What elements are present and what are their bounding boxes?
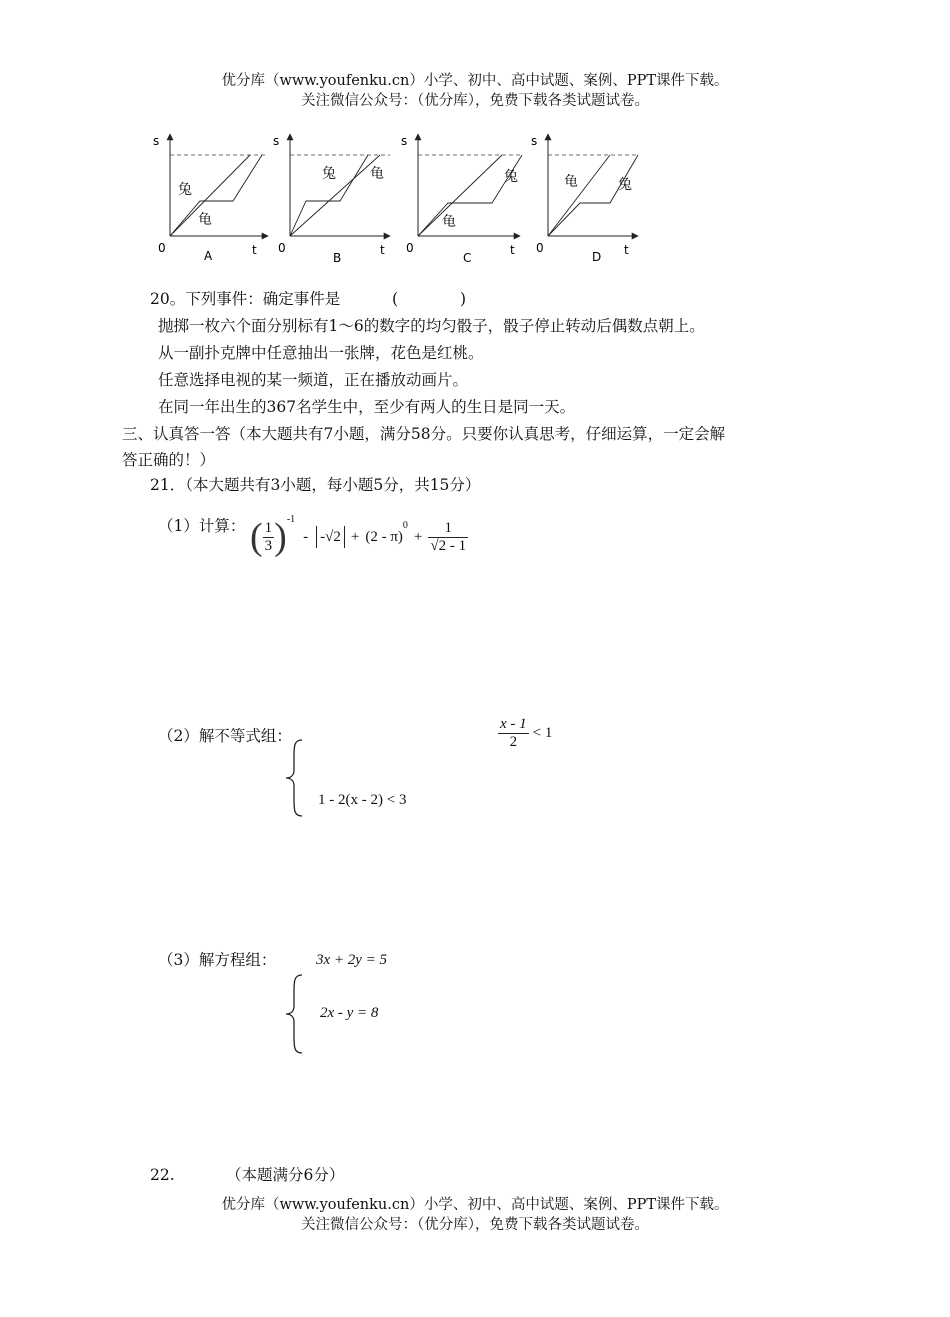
graph-c-turtle-label: 龟	[442, 214, 456, 230]
graph-d-origin: 0	[536, 241, 544, 255]
q21-part1-fraction-2	[428, 520, 468, 555]
graph-c-letter: C	[463, 251, 472, 265]
q20-answer-bracket: ( )	[392, 290, 467, 308]
q21-part1-paren: (2 - π)	[365, 528, 403, 545]
q20-option-3: 任意选择电视的某一频道，正在播放动画片。	[158, 371, 469, 389]
q21-part1-abs-value: -√2	[316, 526, 345, 548]
graph-d-axis-s: s	[531, 134, 538, 148]
graph-panel-c	[401, 134, 522, 265]
header-line-2: 关注微信公众号：（优分库），免费下载各类试题试卷。	[301, 93, 649, 109]
q21-part3-eq2: 2x - y = 8	[320, 1005, 379, 1021]
graph-a-turtle-label: 龟	[198, 212, 212, 228]
graph-b-axis-t: t	[380, 243, 385, 257]
graph-panel-b	[273, 134, 390, 265]
graph-b-rabbit-label: 兔	[322, 166, 336, 182]
q21-part1-expression: ( $\frac{1}{3}$ ) $^{-1}$ - -√2 + (2 - π) $^0$ + $\frac{1}{√2 - 1}$	[250, 514, 467, 558]
q21-part3-label: （3）解方程组：	[158, 951, 277, 969]
q21-part3-eq1: 3x + 2y = 5	[316, 952, 388, 968]
graph-panel-a	[153, 134, 268, 263]
graph-a-rabbit-label: 兔	[178, 182, 192, 198]
q20-option-2: 从一副扑克牌中任意抽出一张牌，花色是红桃。	[158, 344, 484, 362]
q21-part1-op-minus: -	[303, 528, 309, 545]
q21-part1-label: （1）计算：	[158, 517, 246, 535]
graph-b-origin: 0	[278, 241, 286, 255]
graph-a-axis-t: t	[252, 243, 257, 257]
graph-b-turtle-label: 龟	[370, 166, 384, 182]
graph-b-axis-s: s	[273, 134, 280, 148]
q21-part3-brace	[284, 973, 306, 1055]
q21-part1-exponent-zero: 0	[402, 520, 408, 531]
q21-part1-fraction-2-den: √2 - 1	[430, 537, 467, 554]
q20-stem: 20。下列事件：确定事件是	[150, 290, 341, 308]
graphs-figure	[140, 128, 660, 273]
q21-part2-eq1	[498, 716, 552, 751]
q22-number: 22.	[150, 1166, 175, 1184]
graph-a-axis-s: s	[153, 134, 160, 148]
graph-a-letter: A	[204, 249, 213, 263]
graph-panel-d	[531, 134, 638, 264]
q21-part1-fraction-2-num: 1	[428, 520, 468, 538]
q21-part2-brace	[284, 738, 306, 818]
graph-d-turtle-label: 龟	[564, 174, 578, 190]
graph-c-rabbit-label: 兔	[504, 169, 518, 185]
graph-d-axis-t: t	[624, 243, 629, 257]
footer-line-2: 关注微信公众号：（优分库），免费下载各类试题试卷。	[301, 1217, 649, 1233]
section3-line-1: 三、认真答一答（本大题共有7小题，满分58分。只要你认真思考，仔细运算，一定会解	[122, 425, 726, 443]
q21-part2-label: （2）解不等式组：	[158, 727, 292, 745]
q20-option-4: 在同一年出生的367名学生中，至少有两人的生日是同一天。	[158, 398, 576, 416]
graph-a-origin: 0	[158, 241, 166, 255]
footer-line-1: 优分库（www.youfenku.cn）小学、初中、高中试题、案例、PPT课件下载。	[221, 1197, 729, 1213]
q21-part2-eq1-num: x - 1	[500, 716, 527, 732]
graph-d-rabbit-label: 兔	[618, 177, 632, 193]
q21-part1-fraction-num: 1	[264, 519, 273, 536]
q21-part1-op-plus-1: +	[350, 528, 360, 545]
q21-part2-eq1-rhs: < 1	[532, 725, 553, 741]
q21-part1-op-plus-2: +	[413, 528, 423, 545]
q21-part2-eq2: 1 - 2(x - 2) < 3	[318, 792, 407, 808]
q21-stem: 21．（本大题共有3小题，每小题5分，共15分）	[150, 476, 481, 494]
graph-c-origin: 0	[406, 241, 414, 255]
q21-part2-eq1-den: 2	[509, 734, 518, 750]
graph-c-axis-t: t	[510, 243, 515, 257]
q21-part2-eq1-fraction	[498, 716, 529, 751]
graph-b-letter: B	[333, 251, 342, 265]
section3-line-2: 答正确的！）	[122, 451, 216, 469]
q22-text: （本题满分6分）	[226, 1166, 345, 1184]
q21-part1-exponent: -1	[286, 514, 296, 525]
graph-c-axis-s: s	[401, 134, 408, 148]
q20-option-1: 抛掷一枚六个面分别标有1～6的数字的均匀骰子，骰子停止转动后偶数点朝上。	[158, 317, 705, 335]
q21-part1-fraction-den: 3	[264, 537, 273, 554]
q21-part1-fraction	[263, 520, 275, 555]
header-line-1: 优分库（www.youfenku.cn）小学、初中、高中试题、案例、PPT课件下载。	[221, 73, 729, 89]
graph-d-letter: D	[592, 250, 602, 264]
